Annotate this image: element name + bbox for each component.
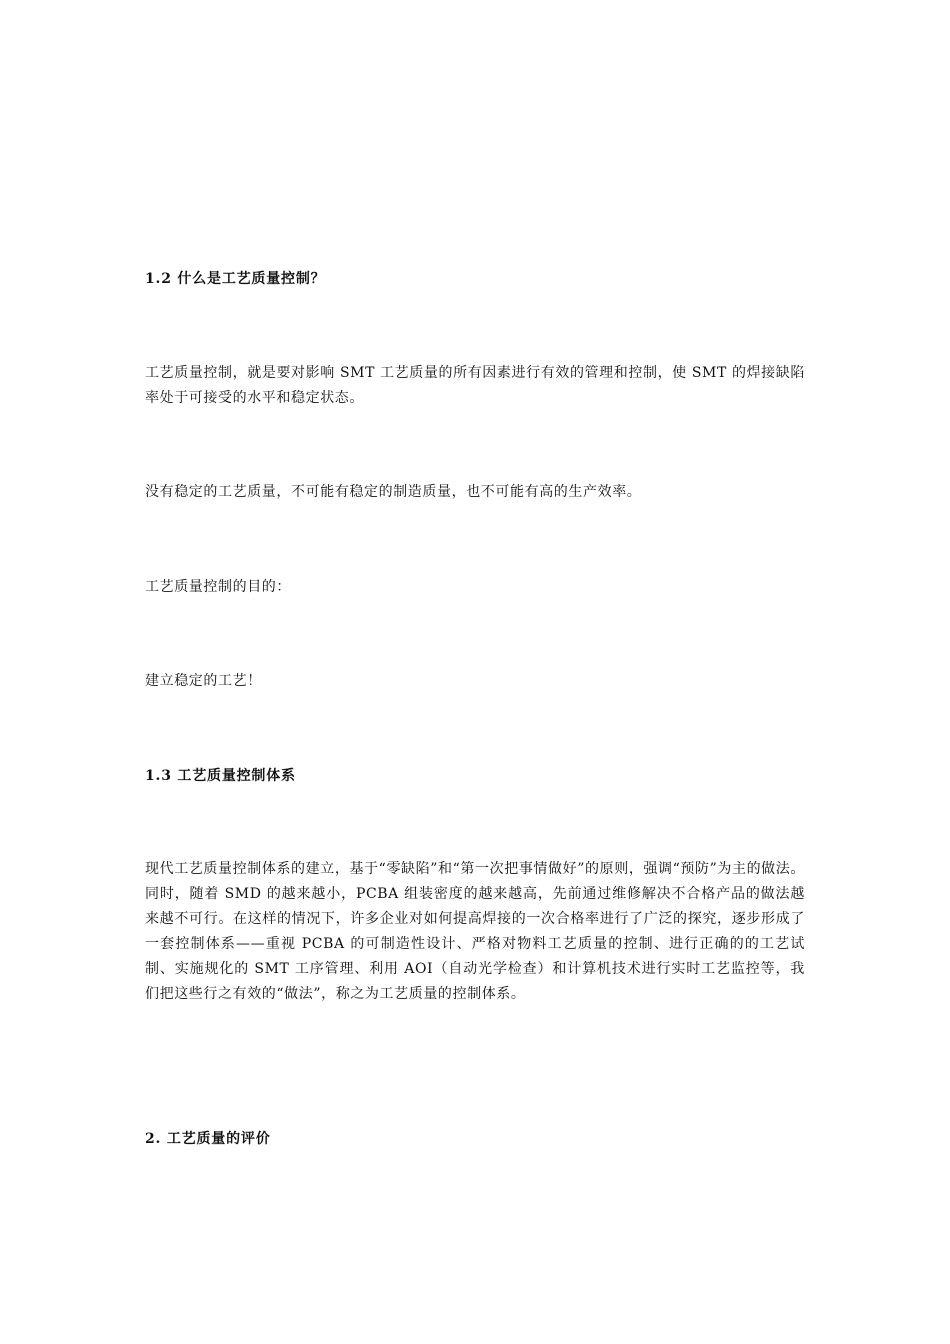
stability-paragraph: 没有稳定的工艺质量，不可能有稳定的制造质量，也不可能有高的生产效率。 bbox=[145, 484, 642, 500]
control-system-paragraph: 现代工艺质量控制体系的建立，基于“零缺陷”和“第一次把事情做好”的原则，强调“预防”为主的做法。同时，随着 SMD 的越来越小，PCBA 组装密度的越来越高，先前通过维修解决不合格产品的做法越来越不可行。在这样的情况下，许多企业对如何提高焊接的一次合格率进行了广泛的探究，逐步形成了一套控制体系——重视 PCBA 的可制造性设计、严格对物料工艺质量的控制、进行正确的的工艺试制、实施规化的 SMT 工序管理、利用 AOI（自动光学检查）和计算机技术进行实时工艺监控等，我们把这些行之有效的“做法”，称之为工艺质量的控制体系。 bbox=[145, 861, 805, 1002]
section-heading-1-3: 1.3 工艺质量控制体系 bbox=[145, 768, 296, 784]
purpose-label: 工艺质量控制的目的： bbox=[145, 579, 291, 595]
section-heading-2: 2. 工艺质量的评价 bbox=[145, 1131, 271, 1147]
section-heading-1-2: 1.2 什么是工艺质量控制？ bbox=[145, 271, 326, 287]
definition-paragraph: 工艺质量控制，就是要对影响 SMT 工艺质量的所有因素进行有效的管理和控制，使 SMT 的焊接缺陷率处于可接受的水平和稳定状态。 bbox=[145, 365, 805, 406]
purpose-statement: 建立稳定的工艺！ bbox=[145, 673, 262, 689]
